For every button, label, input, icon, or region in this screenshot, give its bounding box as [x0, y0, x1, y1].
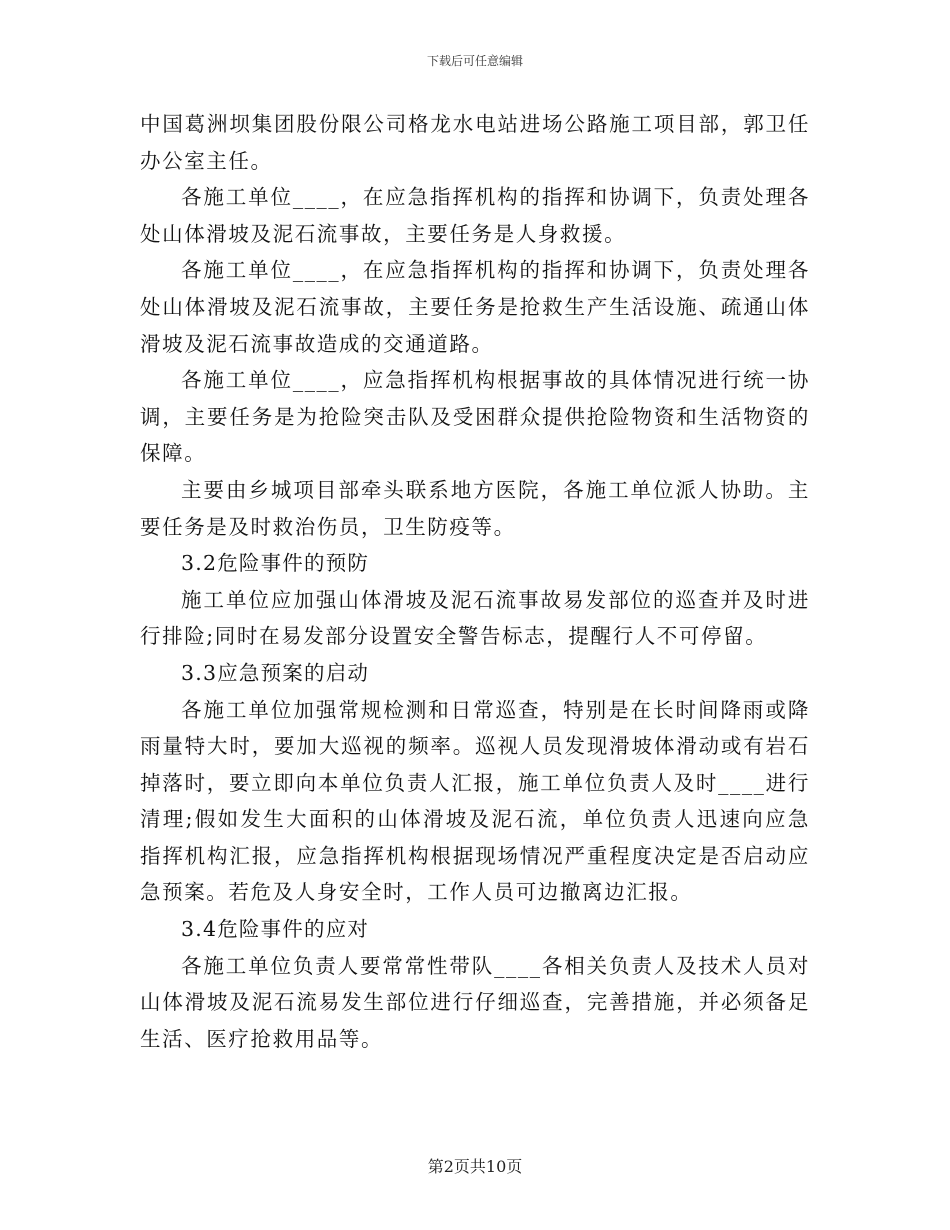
page-header: 下载后可任意编辑	[426, 54, 523, 68]
section-heading-response: 3.4危险事件的应对	[181, 917, 370, 942]
paragraph-prevention: 施工单位应加强山体滑坡及泥石流事故易发部位的巡查并及时进行排险;同时在易发部分设置安全警告标志，提醒行人不可停留。	[140, 587, 810, 649]
paragraph-activation: 各施工单位加强常规检测和日常巡查，特别是在长时间降雨或降雨量特大时，要加大巡视的频率。巡视人员发现滑坡体滑动或有岩石掉落时，要立即向本单位负责人汇报，施工单位负责人及时____进行清理;假如发生大面积的山体滑坡及泥石流，单位负责人迅速向应急指挥机构汇报，应急指挥机构根据现场情况严重程度决定是否启动应急预案。若危及人身安全时，工作人员可边撤离边汇报。	[140, 697, 810, 905]
paragraph-response: 各施工单位负责人要常常性带队____各相关负责人及技术人员对山体滑坡及泥石流易发生部位进行仔细巡查，完善措施，并必须备足生活、医疗抢救用品等。	[140, 953, 810, 1051]
section-heading-prevention: 3.2危险事件的预防	[181, 551, 370, 576]
document-body	[140, 106, 810, 1057]
paragraph-rescue-facilities: 各施工单位____，在应急指挥机构的指挥和协调下，负责处理各处山体滑坡及泥石流事故，主要任务是抢救生产生活设施、疏通山体滑坡及泥石流事故造成的交通道路。	[140, 258, 810, 356]
section-heading-activation: 3.3应急预案的启动	[181, 660, 370, 685]
paragraph-office-director: 中国葛洲坝集团股份限公司格龙水电站进场公路施工项目部，郭卫任办公室主任。	[140, 112, 810, 173]
page-number: 第2页共10页	[427, 1157, 523, 1176]
paragraph-medical: 主要由乡城项目部牵头联系地方医院，各施工单位派人协助。主要任务是及时救治伤员，卫生防疫等。	[140, 477, 810, 539]
paragraph-rescue-personnel: 各施工单位____，在应急指挥机构的指挥和协调下，负责处理各处山体滑坡及泥石流事故，主要任务是人身救援。	[140, 185, 810, 246]
paragraph-supplies: 各施工单位____，应急指挥机构根据事故的具体情况进行统一协调，主要任务是为抢险突击队及受困群众提供抢险物资和生活物资的保障。	[140, 368, 810, 466]
